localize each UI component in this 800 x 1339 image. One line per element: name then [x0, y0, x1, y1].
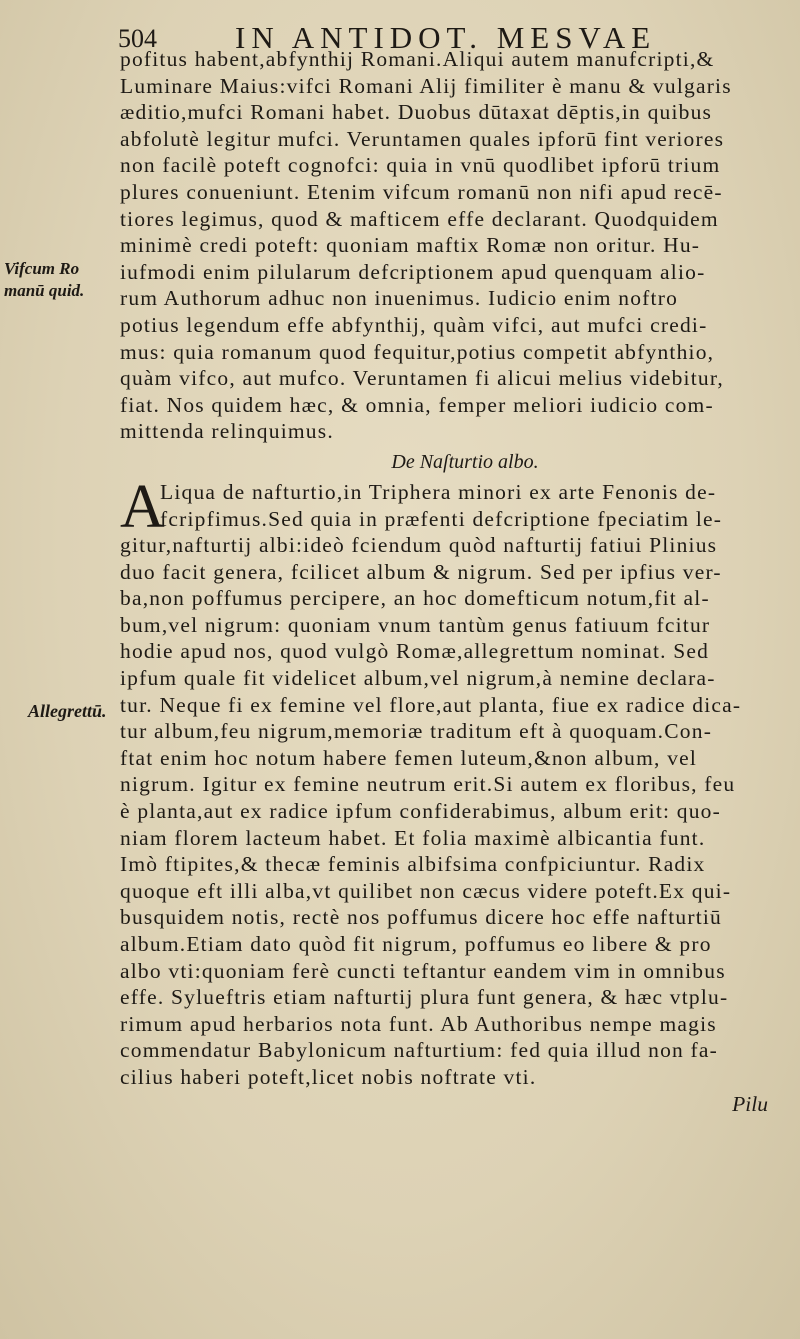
- text-line: rum Authorum adhuc non inuenimus. Iudicio enim noftro: [120, 286, 679, 311]
- text-line: minimè credi poteft: quoniam maftix Romæ non oritur. Hu-: [120, 233, 701, 258]
- catchword: Pilu: [732, 1091, 768, 1116]
- text-line: album.Etiam dato quòd fit nigrum, poffumus eo libere & pro: [120, 932, 712, 956]
- paragraph-1: [120, 46, 770, 445]
- text-line: cilius haberi poteft,licet nobis noftrate vti.: [120, 1064, 537, 1089]
- running-head: IN ANTIDOT. MESVAE: [235, 20, 657, 55]
- text-line: abfolutè legitur mufci. Veruntamen quales ipforū fint veriores: [120, 126, 725, 151]
- text-line: commendatur Babylonicum nafturtium: fed quia illud non fa-: [120, 1038, 719, 1063]
- text-line: Imò ftipites,& thecæ feminis albifsima confpiciuntur. Radix: [120, 852, 706, 877]
- text-line: æditio,mufci Romani habet. Duobus dūtaxat dēptis,in quibus: [120, 100, 713, 125]
- text-line: duo facit genera, fcilicet album & nigrum. Sed per ipfius ver-: [120, 559, 722, 584]
- text-line: iufmodi enim pilularum defcriptionem apud quenquam alio-: [120, 259, 706, 284]
- text-line: tiores legimus, quod & mafticem effe declarant. Quodquidem: [120, 206, 719, 231]
- text-line: è planta,aut ex radice ipfum confiderabimus, album erit: quo-: [120, 799, 721, 824]
- text-line: niam florem lacteum habet. Et folia maximè albicantia funt.: [120, 825, 706, 850]
- paragraph-2: [120, 472, 770, 1091]
- margin-note-allegrettu: [28, 700, 107, 722]
- text-line: potius legendum effe abfynthij, quàm vifci, aut mufci credi-: [120, 312, 708, 337]
- margin-note-line: manū quid.: [4, 281, 85, 300]
- text-line: tur. Neque fi ex femine vel flore,aut planta, fiue ex radice dica-: [120, 692, 742, 717]
- text-line: pofitus habent,abfynthij Romani.Aliqui autem manufcripti,&: [120, 47, 715, 71]
- text-line: rimum apud herbarios nota funt. Ab Authoribus nempe magis: [120, 1011, 717, 1036]
- text-line: tur album,feu nigrum,memoriæ traditum eft à quoquam.Con-: [120, 719, 713, 744]
- text-line: ba,non poffumus percipere, an hoc domefticum notum,fit al-: [120, 586, 710, 611]
- text-line: fcripfimus.Sed quia in præfenti defcriptione fpeciatim le-: [160, 506, 723, 531]
- text-line: busquidem notis, rectè nos poffumus dicere hoc effe nafturtiū: [120, 905, 722, 930]
- text-line: mus: quia romanum quod fequitur,potius competit abfynthio,: [120, 339, 715, 364]
- text-line: nigrum. Igitur ex femine neutrum erit.Si autem ex floribus, feu: [120, 772, 736, 797]
- text-line: Luminare Maius:vifci Romani Alij fimiliter è manu & vulgaris: [120, 73, 732, 98]
- drop-cap: A: [120, 472, 165, 541]
- text-line: albo vti:quoniam ferè cuncti teftantur eandem vim in omnibus: [120, 958, 726, 983]
- text-line: quàm vifco, aut mufco. Veruntamen fi alicui melius videbitur,: [120, 366, 724, 391]
- text-line: hodie apud nos, quod vulgò Romæ,allegrettum nominat. Sed: [120, 639, 710, 664]
- text-line: mittenda relinquimus.: [120, 419, 334, 444]
- text-line: plures conueniunt. Etenim vifcum romanū non nifi apud recē-: [120, 179, 723, 204]
- margin-note-viscum: [4, 258, 84, 302]
- text-line: ipfum quale fit videlicet album,vel nigrum,à nemine declara-: [120, 666, 716, 691]
- page-number: 504: [118, 24, 157, 53]
- text-line: fiat. Nos quidem hæc, & omnia, femper meliori iudicio com-: [120, 392, 714, 417]
- section-heading: De Naſturtio albo.: [391, 450, 539, 473]
- margin-note-line: Allegrettū.: [28, 701, 107, 721]
- margin-note-line: Vifcum Ro: [4, 259, 80, 278]
- body-text: [120, 46, 770, 1117]
- text-line: non facilè poteft cognofci: quia in vnū quodlibet ipforū trium: [120, 153, 721, 178]
- text-line: ftat enim hoc notum habere femen luteum,&non album, vel: [120, 745, 698, 770]
- text-line: effe. Sylueftris etiam nafturtij plura funt genera, & hæc vtplu-: [120, 985, 729, 1010]
- text-line: bum,vel nigrum: quoniam vnum tantùm genus fatiuum fcitur: [120, 612, 711, 637]
- text-line: Liqua de nafturtio,in Triphera minori ex arte Fenonis de-: [160, 479, 717, 504]
- text-line: gitur,nafturtij albi:ideò fciendum quòd nafturtij fatiui Plinius: [120, 533, 718, 558]
- text-line: quoque eft illi alba,vt quilibet non cæcus videre poteft.Ex qui-: [120, 878, 732, 903]
